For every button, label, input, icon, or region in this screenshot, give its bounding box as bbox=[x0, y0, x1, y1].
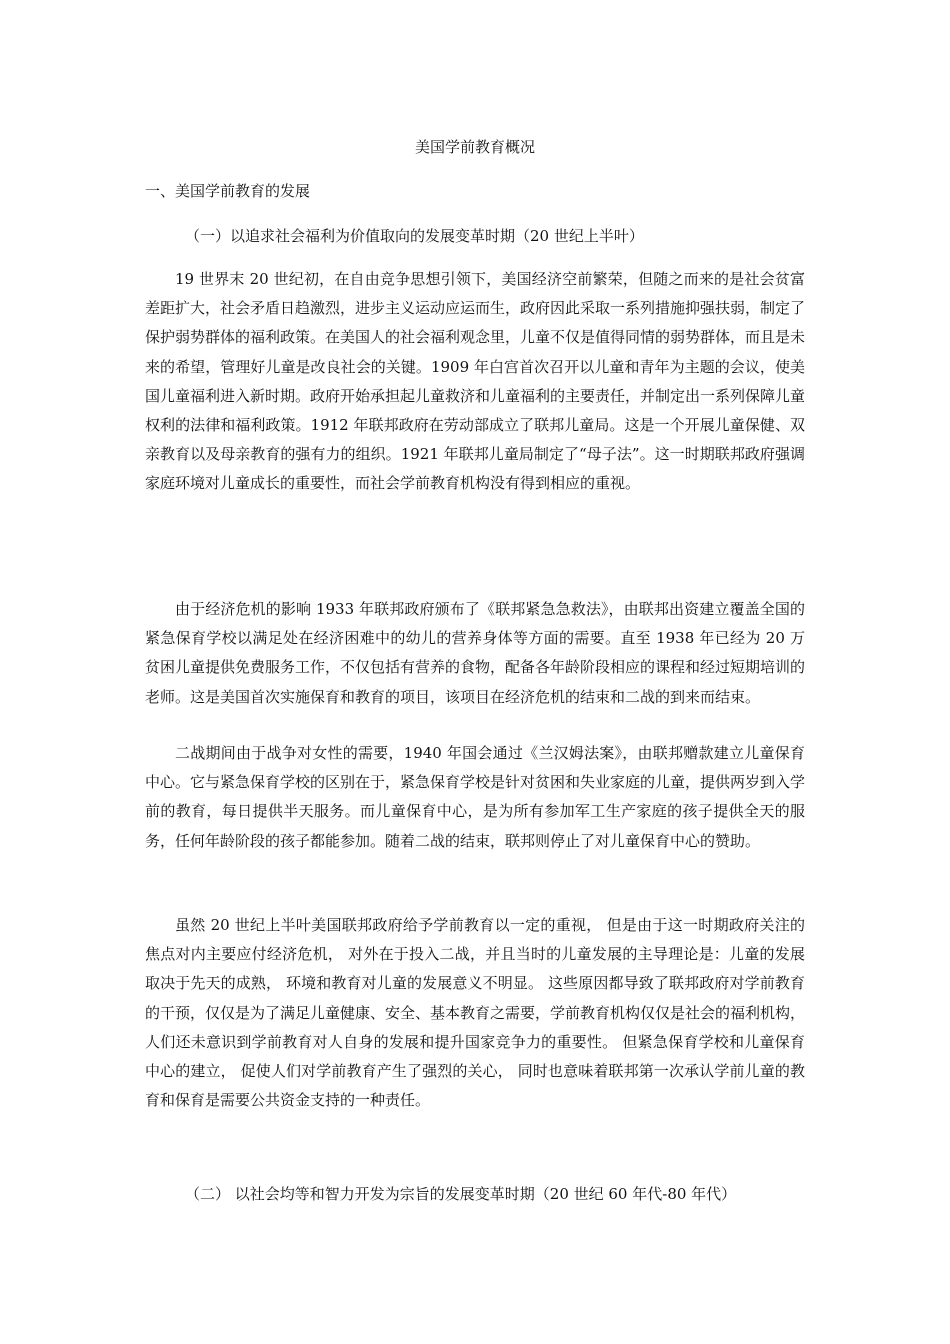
subsection-heading-2: （二） 以社会均等和智力开发为宗旨的发展变革时期（20 世纪 60 年代-80 年代） bbox=[185, 1185, 737, 1203]
document-title: 美国学前教育概况 bbox=[414, 138, 535, 156]
section-heading: 一、美国学前教育的发展 bbox=[145, 182, 311, 200]
paragraph-3: 二战期间由于战争对女性的需要，1940 年国会通过《兰汉姆法案》，由联邦赠款建立儿童保育中心。它与紧急保育学校的区别在于，紧急保育学校是针对贫困和失业家庭的儿童，提供两岁到入学前的教育，每日提供半天服务。而儿童保育中心，是为所有参加军工生产家庭的孩子提供全天的服务，任何年龄阶段的孩子都能参加。随着二战的结束，联邦则停止了对儿童保育中心的赞助。 bbox=[145, 744, 806, 850]
paragraph-1: 19 世界末 20 世纪初，在自由竞争思想引领下，美国经济空前繁荣，但随之而来的是社会贫富差距扩大，社会矛盾日趋激烈，进步主义运动应运而生，政府因此采取一系列措施抑强扶弱，制定了保护弱势群体的福利政策。在美国人的社会福利观念里，儿童不仅是值得同情的弱势群体，而且是未来的希望，管理好儿童是改良社会的关键。1909 年白宫首次召开以儿童和青年为主题的会议，使美国儿童福利进入新时期。政府开始承担起儿童救济和儿童福利的主要责任，并制定出一系列保障儿童权利的法律和福利政策。1912 年联邦政府在劳动部成立了联邦儿童局。这是一个开展儿童保健、双亲教育以及母亲教育的强有力的组织。1921 年联邦儿童局制定了“母子法”。这一时期联邦政府强调家庭环境对儿童成长的重要性，而社会学前教育机构没有得到相应的重视。 bbox=[145, 270, 806, 493]
paragraph-4: 虽然 20 世纪上半叶美国联邦政府给予学前教育以一定的重视， 但是由于这一时期政府关注的焦点对内主要应付经济危机， 对外在于投入二战，并且当时的儿童发展的主导理论是：儿童的发展取决于先天的成熟， 环境和教育对儿童的发展意义不明显。 这些原因都导致了联邦政府对学前教育的干预，仅仅是为了满足儿童健康、安全、基本教育之需要，学前教育机构仅仅是社会的福利机构， 人们还未意识到学前教育对人自身的发展和提升国家竞争力的重要性。 但紧急保育学校和儿童保育中心的建立， 促使人们对学前教育产生了强烈的关心， 同时也意味着联邦第一次承认学前儿童的教育和保育是需要公共资金支持的一种责任。 bbox=[145, 916, 806, 1110]
paragraph-2: 由于经济危机的影响 1933 年联邦政府颁布了《联邦紧急急救法》，由联邦出资建立覆盖全国的紧急保育学校以满足处在经济困难中的幼儿的营养身体等方面的需要。直至 1938 年已经为 20 万贫困儿童提供免费服务工作，不仅包括有营养的食物，配备各年龄阶段相应的课程和经过短期培训的老师。这是美国首次实施保育和教育的项目，该项目在经济危机的结束和二战的到来而结束。 bbox=[145, 600, 806, 706]
subsection-heading-1: （一）以追求社会福利为价值取向的发展变革时期（20 世纪上半叶） bbox=[185, 227, 644, 245]
